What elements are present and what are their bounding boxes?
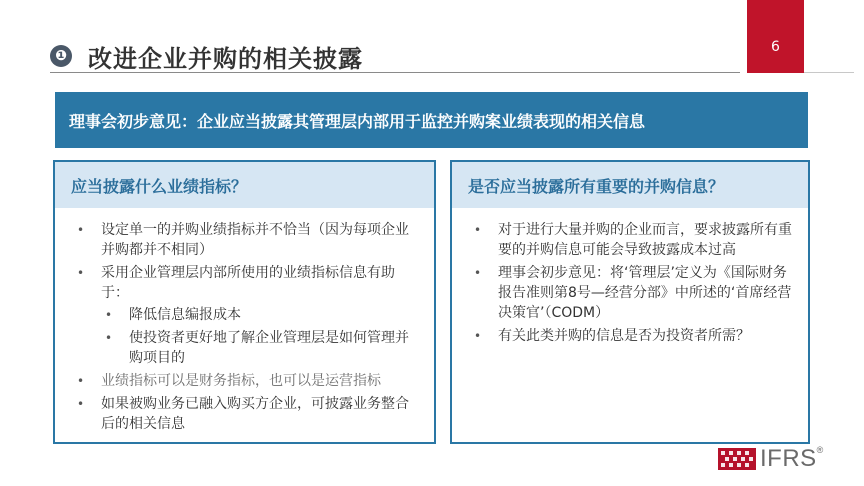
slide-title: 改进企业并购的相关披露: [88, 44, 363, 73]
right-panel-heading-text: 是否应当披露所有重要的并购信息？: [468, 176, 725, 196]
title-divider: [50, 72, 740, 73]
right-bullet-list: [474, 220, 794, 346]
registered-mark: ®: [816, 445, 824, 455]
left-panel-heading: [55, 162, 434, 208]
right-panel-heading: [452, 162, 808, 208]
sub-list-item: • 降低信息编报成本: [105, 305, 420, 325]
list-item: • 如果被购业务已融入购买方企业，可披露业务整合后的相关信息: [77, 394, 420, 434]
list-item: • 对于进行大量并购的企业而言，要求披露所有重要的并购信息可能会导致披露成本过高: [474, 220, 794, 260]
ifrs-logo-text: [760, 445, 824, 473]
right-panel-body: [452, 208, 808, 346]
ifrs-logo-mark-icon: [718, 448, 756, 470]
right-panel: [450, 160, 810, 444]
slide-title-row: [50, 38, 363, 74]
ifrs-logo-wordmark: IFRS: [760, 445, 817, 472]
page-number: 6: [771, 38, 780, 55]
tab-divider: [804, 72, 854, 73]
list-item: • 有关此类并购的信息是否为投资者所需？: [474, 326, 794, 346]
banner-text: 理事会初步意见：企业应当披露其管理层内部用于监控并购案业绩表现的相关信息: [69, 111, 646, 131]
sub-list-item: • 使投资者更好地了解企业管理层是如何管理并购项目的: [105, 328, 420, 368]
preliminary-view-banner: [55, 92, 808, 148]
list-item: • 设定单一的并购业绩指标并不恰当（因为每项企业并购都并不相同）: [77, 220, 420, 260]
list-item: • 理事会初步意见：将‘管理层’定义为《国际财务报告准则第8号—经营分部》中所述的‘首席经营决策官’（CODM）: [474, 263, 794, 323]
section-number-badge: ❶: [50, 45, 72, 67]
ifrs-logo: [718, 446, 824, 472]
left-panel-heading-text: 应当披露什么业绩指标？: [71, 176, 248, 196]
list-item: • 业绩指标可以是财务指标，也可以是运营指标: [77, 371, 420, 391]
left-panel: [53, 160, 436, 444]
left-panel-body: [55, 208, 434, 434]
sub-bullet-list: [101, 305, 420, 368]
list-item-text: 采用企业管理层内部所使用的业绩指标信息有助于：: [101, 265, 395, 301]
list-item: [77, 263, 420, 368]
left-bullet-list: [77, 220, 420, 434]
page-number-tab: [747, 0, 804, 73]
